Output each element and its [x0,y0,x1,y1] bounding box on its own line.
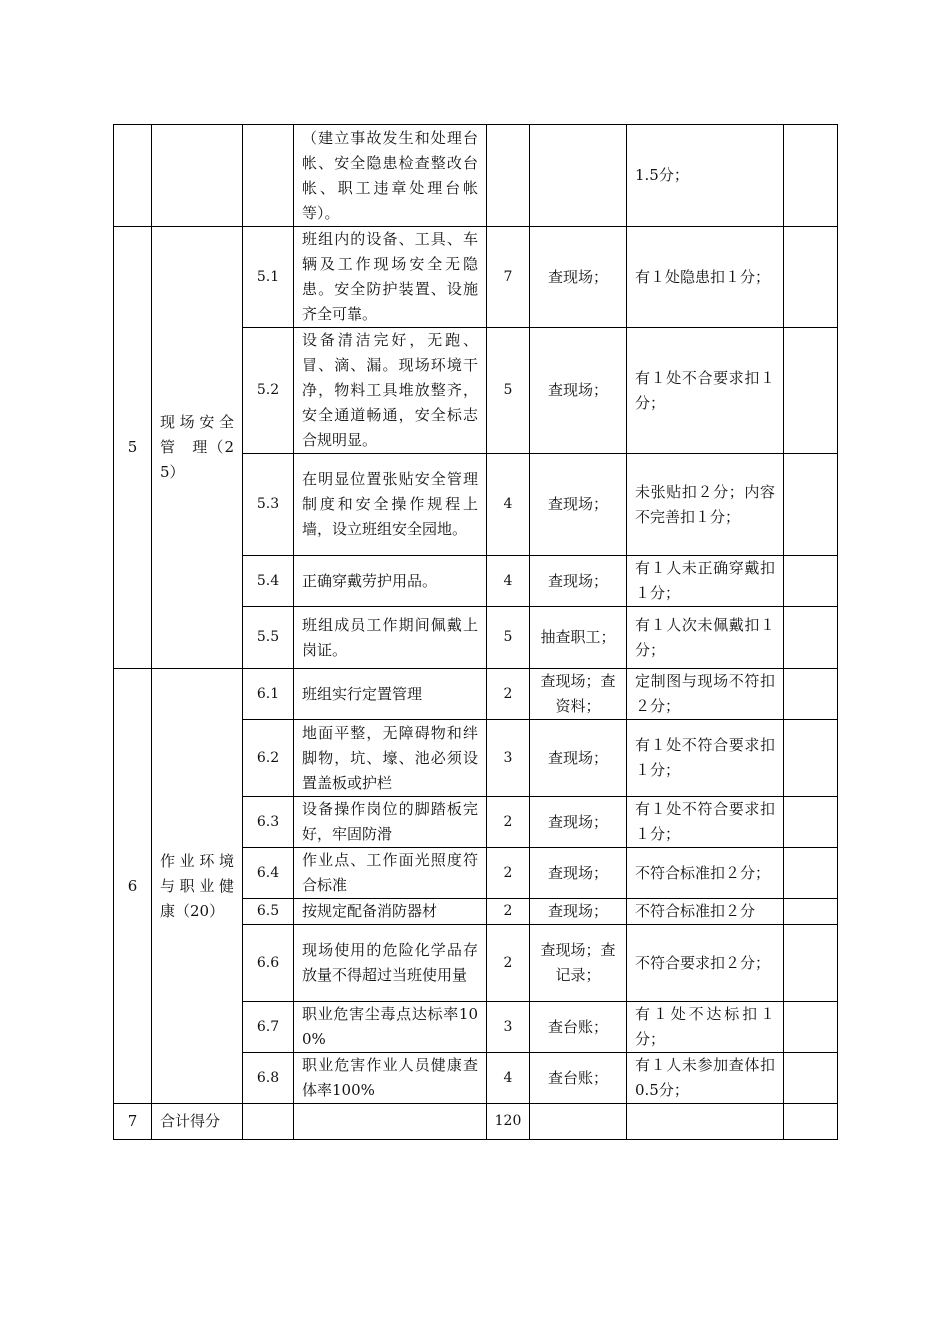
table-row [114,125,838,227]
evaluation-table [113,124,838,1140]
content-cell: 设备操作岗位的脚踏板完好，牢固防滑 [294,797,487,848]
sub-item-number: 6.7 [243,1002,294,1053]
result-cell [784,797,838,848]
criteria-cell: 有１处不符合要求扣１分； [627,720,784,797]
total-row [114,1104,838,1140]
result-cell [784,1053,838,1104]
result-cell [784,899,838,925]
sub-item-number: 6.6 [243,925,294,1002]
criteria-cell: 定制图与现场不符扣２分； [627,669,784,720]
criteria-cell: 有１人未参加查体扣0.5分； [627,1053,784,1104]
method-cell [530,1104,627,1140]
score-cell: 2 [487,925,530,1002]
sub-item-number: 5.5 [243,607,294,669]
criteria-cell: 有１处不符合要求扣１分； [627,797,784,848]
method-cell: 查现场；查记录； [530,925,627,1002]
result-cell [784,607,838,669]
method-cell: 查现场； [530,848,627,899]
content-cell: 职业危害作业人员健康查体率100% [294,1053,487,1104]
sub-item-number [243,125,294,227]
content-cell: 在明显位置张贴安全管理制度和安全操作规程上墙，设立班组安全园地。 [294,454,487,556]
table-row [114,669,838,720]
method-cell: 查现场； [530,556,627,607]
criteria-cell: 1.5分； [627,125,784,227]
sub-item-number: 5.4 [243,556,294,607]
total-score: 120 [487,1104,530,1140]
score-cell: 2 [487,797,530,848]
result-cell [784,669,838,720]
sub-item-number: 6.3 [243,797,294,848]
sub-item-number: 6.2 [243,720,294,797]
content-cell: （建立事故发生和处理台帐、安全隐患检查整改台帐、职工违章处理台帐等）。 [294,125,487,227]
sub-item-number: 5.3 [243,454,294,556]
content-cell: 班组成员工作期间佩戴上岗证。 [294,607,487,669]
content-cell: 按规定配备消防器材 [294,899,487,925]
result-cell [784,1002,838,1053]
content-cell: 现场使用的危险化学品存放量不得超过当班使用量 [294,925,487,1002]
result-cell [784,848,838,899]
method-cell: 查现场；查资料； [530,669,627,720]
criteria-cell: 有１处不合要求扣１分； [627,328,784,454]
method-cell [530,125,627,227]
content-cell: 职业危害尘毒点达标率100% [294,1002,487,1053]
content-cell: 班组实行定置管理 [294,669,487,720]
category-cell: 现场安全管 理（25） [152,227,243,669]
sub-item-number: 5.2 [243,328,294,454]
sub-item-number: 6.4 [243,848,294,899]
sub-item-number: 5.1 [243,227,294,328]
sub-item-number: 6.8 [243,1053,294,1104]
content-cell: 班组内的设备、工具、车辆及工作现场安全无隐患。安全防护装置、设施齐全可靠。 [294,227,487,328]
score-cell: 4 [487,1053,530,1104]
item-number: 7 [114,1104,152,1140]
item-number: 6 [114,669,152,1104]
total-label: 合计得分 [152,1104,243,1140]
score-cell: 5 [487,607,530,669]
result-cell [784,556,838,607]
criteria-cell: 有１人未正确穿戴扣１分； [627,556,784,607]
result-cell [784,454,838,556]
score-cell: 2 [487,669,530,720]
content-cell: 作业点、工作面光照度符合标准 [294,848,487,899]
method-cell: 查现场； [530,797,627,848]
item-number [114,125,152,227]
result-cell [784,925,838,1002]
result-cell [784,720,838,797]
criteria-cell [627,1104,784,1140]
result-cell [784,328,838,454]
criteria-cell: 不符合要求扣２分； [627,925,784,1002]
criteria-cell: 不符合标准扣２分 [627,899,784,925]
score-cell: 4 [487,454,530,556]
category-cell [152,125,243,227]
score-cell: 5 [487,328,530,454]
score-cell [487,125,530,227]
method-cell: 查台账； [530,1053,627,1104]
content-cell: 设备清洁完好，无跑、冒、滴、漏。现场环境干净，物料工具堆放整齐，安全通道畅通，安全标志合规明显。 [294,328,487,454]
score-cell: 3 [487,1002,530,1053]
sub-item-number: 6.5 [243,899,294,925]
criteria-cell: 有１处隐患扣１分； [627,227,784,328]
category-cell: 作业环境与职业健康（20） [152,669,243,1104]
score-cell: 2 [487,848,530,899]
criteria-cell: 未张贴扣２分；内容不完善扣１分； [627,454,784,556]
criteria-cell: 有１人次未佩戴扣１分； [627,607,784,669]
result-cell [784,125,838,227]
method-cell: 查现场； [530,328,627,454]
method-cell: 抽查职工； [530,607,627,669]
method-cell: 查现场； [530,720,627,797]
sub-item-number: 6.1 [243,669,294,720]
score-cell: 4 [487,556,530,607]
criteria-cell: 不符合标准扣２分； [627,848,784,899]
content-cell: 正确穿戴劳护用品。 [294,556,487,607]
item-number: 5 [114,227,152,669]
sub-item-number [243,1104,294,1140]
result-cell [784,1104,838,1140]
method-cell: 查现场； [530,899,627,925]
score-cell: 3 [487,720,530,797]
method-cell: 查台账； [530,1002,627,1053]
content-cell [294,1104,487,1140]
criteria-cell: 有１处不达标扣１分； [627,1002,784,1053]
score-cell: 7 [487,227,530,328]
content-cell: 地面平整，无障碍物和绊脚物，坑、壕、池必须设置盖板或护栏 [294,720,487,797]
result-cell [784,227,838,328]
table-row [114,227,838,328]
method-cell: 查现场； [530,227,627,328]
method-cell: 查现场； [530,454,627,556]
score-cell: 2 [487,899,530,925]
